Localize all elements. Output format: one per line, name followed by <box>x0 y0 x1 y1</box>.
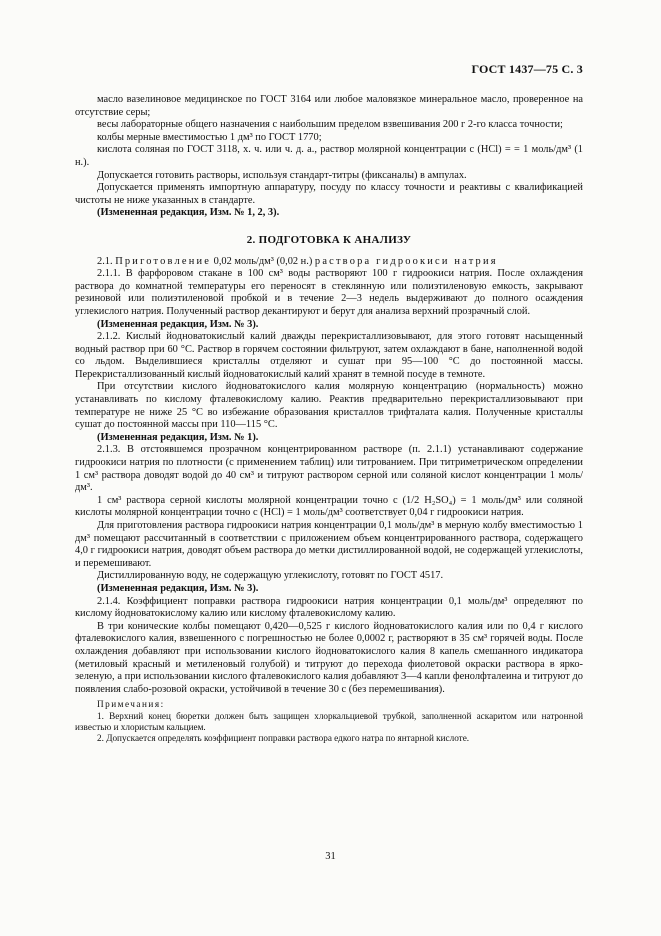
paragraph: В три конические колбы помещают 0,420—0,525 г кислого йодноватокислого калия или по 0,4 г кислого фталевокислого калия, взвешенного с погрешностью не более 0,0002 г, растворяют в 35 см³ горячей воды. После охлаждения добавляют при использовании кислого йодноватокислого калия 8 капель смешанного индикатора (метиловый красный и метиленовый голубой) и титруют до перехода фиолетовой окраски раствора в ярко-зеленую, а при использовании кислого фталевокислого калия добавляют 3—4 капли фенолфталеина и титруют до появления слабо-розовой окраски, устойчивой в течение 30 с (без перемешивания). <box>75 620 583 695</box>
paragraph: Допускается готовить растворы, используя стандарт-титры (фиксаналы) в ампулах. <box>97 169 467 181</box>
edit-note: (Измененная редакция, Изм. № 3). <box>97 582 259 594</box>
page-number: 31 <box>325 851 336 862</box>
subsection-heading <box>75 256 583 269</box>
page-header: ГОСТ 1437—75 С. 3 <box>471 62 583 76</box>
paragraph: 1 см³ раствора серной кислоты молярной концентрации точно c (1/2 H₂SO₄) = 1 моль/дм³ или соляной кислоты молярной концентрации точно c (HCl) = 1 моль/дм³ соответствует 0,04 г гидроокиси натрия. <box>75 494 583 519</box>
paragraph: Дистиллированную воду, не содержащую углекислоту, готовят по ГОСТ 4517. <box>97 570 444 582</box>
paragraph: Допускается применять импортную аппаратуру, посуду по классу точности и реактивы с квалификацией чистоты не ниже указанных в стандарте. <box>75 182 583 206</box>
edit-note: (Измененная редакция, Изм. № 1). <box>97 431 259 443</box>
document-body <box>75 94 583 744</box>
note-item: 1. Верхний конец бюретки должен быть защищен хлоркальциевой трубкой, заполненной аскаритом или натронной известью и хлористым кальцием. <box>75 710 583 732</box>
paragraph: 2.1.3. В отстоявшемся прозрачном концентрированном растворе (п. 2.1.1) устанавливают содержание гидроокиси натрия по плотности (с применением таблиц) или титрованием. При титриметрическом определении 1 см³ раствора доводят водой до 40 см³ и титруют раствором серной или соляной кислот концентрации 1 моль/дм³. <box>75 444 583 494</box>
paragraph: масло вазелиновое медицинское по ГОСТ 3164 или любое маловязкое минеральное масло, проверенное на отсутствие серы; <box>75 94 583 118</box>
paragraph: 2.1.1. В фарфоровом стакане в 100 см³ воды растворяют 100 г гидроокиси натрия. После охлаждения раствора до комнатной температуры его переносят в стеклянную или полиэтиленовую емкость, закрывают резиновой или полиэтиленовой пробкой и в течение 2—3 недель выдерживают до полного осаждения углекислого натрия. Полученный раствор декантируют и берут для анализа верхний прозрачный слой. <box>75 268 583 317</box>
paragraph: колбы мерные вместимостью 1 дм³ по ГОСТ 1770; <box>97 131 322 143</box>
paragraph: При отсутствии кислого йодноватокислого калия молярную концентрацию (нормальность) можно устанавливать по кислому фталевокислому калию. Реактив предварительно перекристаллизовывают при температуре не ниже 25 °С во избежание образования кристаллов трифталата калия. Полученные кристаллы сушат до постоянной массы при 110—115 °С. <box>75 381 583 431</box>
paragraph: весы лабораторные общего назначения с наибольшим пределом взвешивания 200 г 2-го класса точности; <box>97 119 563 131</box>
paragraph: Для приготовления раствора гидроокиси натрия концентрации 0,1 моль/дм³ в мерную колбу вместимостью 1 дм³ помещают рассчитанный в соответствии с приложением объем концентрированного раствора, содержащего 4,0 г гидроокиси натрия, доводят объем раствора до метки дистиллированной водой, не содержащей углекислоты, и перемешивают. <box>75 520 583 569</box>
paragraph: 2.1.4. Коэффициент поправки раствора гидроокиси натрия концентрации 0,1 моль/дм³ определяют по кислому йодноватокислому калию или кислому фталевокислому калию. <box>75 595 583 620</box>
edit-note: (Измененная редакция, Изм. № 1, 2, 3). <box>97 207 280 219</box>
heading-spaced-c: раствора гидроокиси натрия <box>314 255 498 267</box>
heading-number: 2.1. <box>97 255 113 267</box>
heading-spaced-a: Приготовление <box>115 255 212 267</box>
edit-note: (Измененная редакция, Изм. № 3). <box>97 318 259 330</box>
paragraph: 2.1.2. Кислый йодноватокислый калий дважды перекристаллизовывают, для этого готовят насыщенный водный раствор при 60 °С. Раствор в горячем состоянии фильтруют, затем охлаждают в бане, наполненной водой со льдом. Выделившиеся кристаллы отделяют и сушат при 95—100 °С до постоянной массы. Перекристаллизованный кислый йодноватокислый калий хранят в темной посуде в темноте. <box>75 331 583 380</box>
notes-title: Примечания: <box>97 699 165 710</box>
paragraph: кислота соляная по ГОСТ 3118, х. ч. или ч. д. а., раствор молярной концентрации c (HCl) = = 1 моль/дм³ (1 н.). <box>75 144 583 168</box>
section-title: 2. ПОДГОТОВКА К АНАЛИЗУ <box>246 233 412 246</box>
note-item: 2. Допускается определять коэффициент поправки раствора едкого натра по янтарной кислоте. <box>97 732 470 743</box>
heading-concentration: 0,02 моль/дм³ (0,02 н.) <box>213 255 313 267</box>
